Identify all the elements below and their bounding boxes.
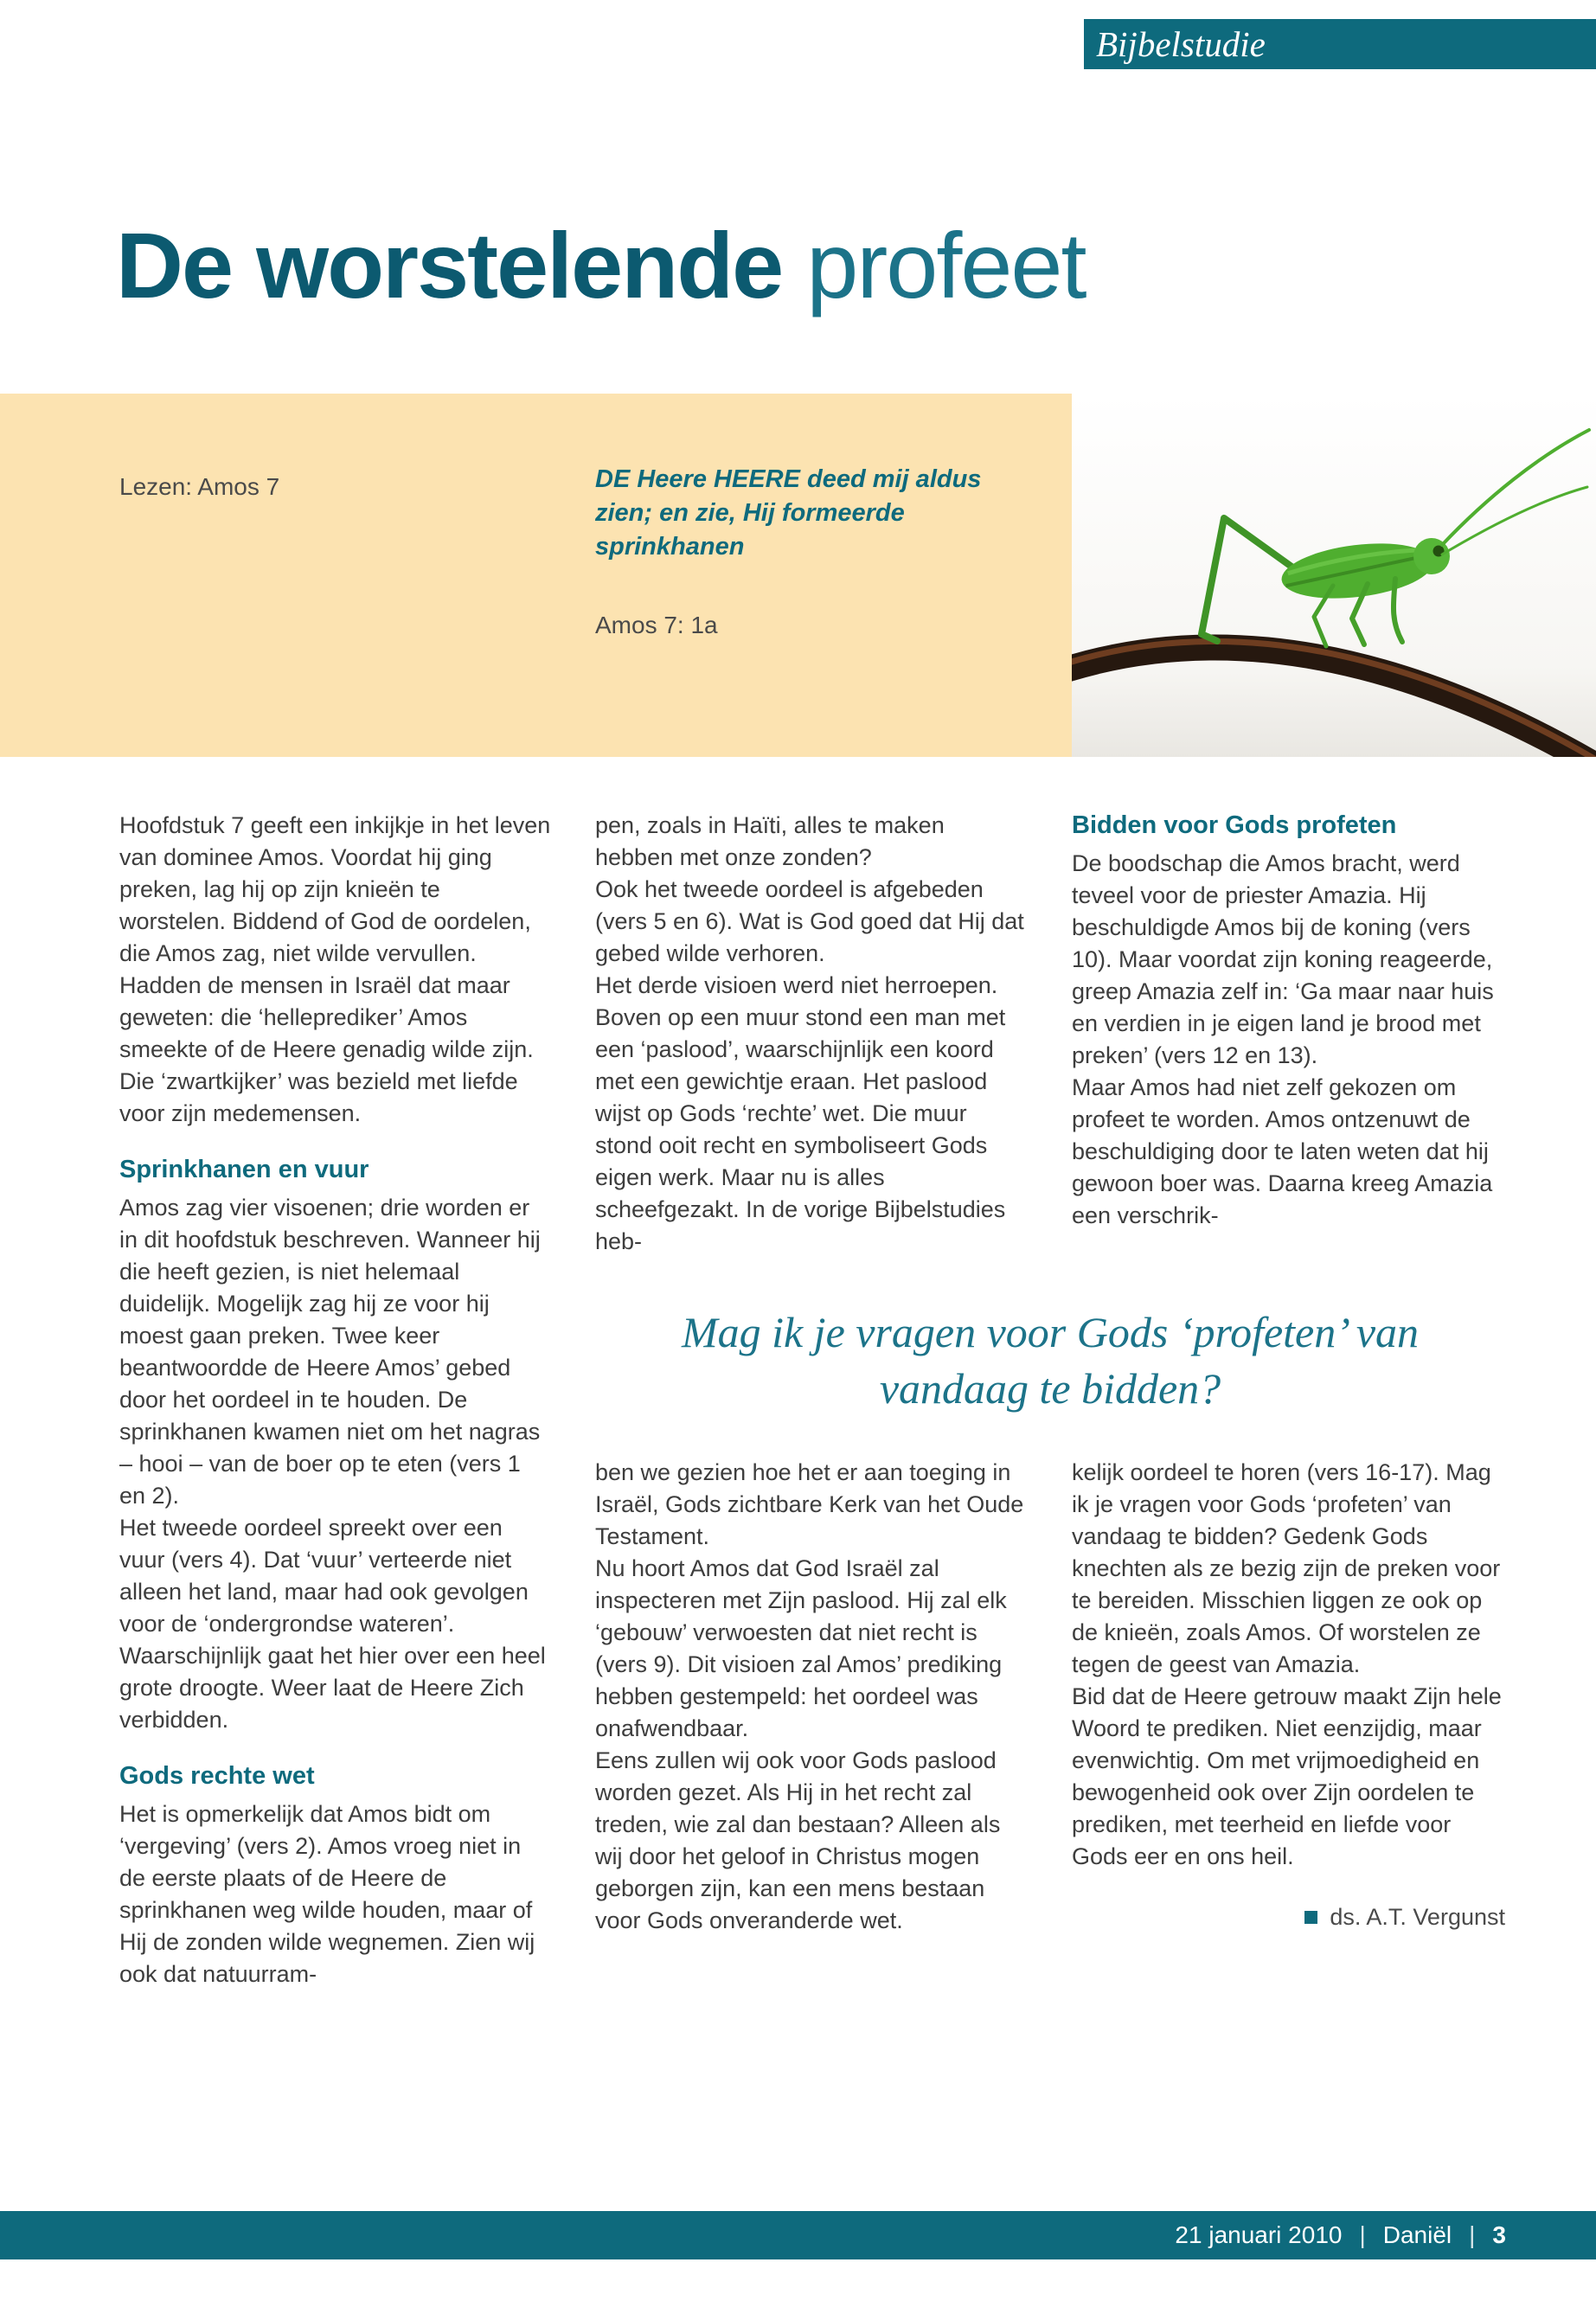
columns-2-3-top	[595, 810, 1505, 1258]
paragraph-col3-bottom-2: Bid dat de Heere getrouw maakt Zijn hele Woord te prediken. Niet eenzijdig, maar evenwichtig. Om met vrijmoedigheid en bewogenheid ook over Zijn oordelen te prediken, met teerheid en liefde voor Gods eer en ons heil.	[1072, 1683, 1502, 1869]
section-heading-bidden-voor-gods-profeten: Bidden voor Gods profeten	[1072, 811, 1397, 839]
category-banner-label: Bijbelstudie	[1096, 24, 1266, 64]
column-3-bottom	[1072, 1457, 1505, 1937]
paragraph-col2-top-1: pen, zoals in Haïti, alles te maken hebben met onze zonden?	[595, 812, 945, 870]
paragraph-col2-top-3: Het derde visioen werd niet herroepen. Boven op een muur stond een man met een ‘paslood’, waarschijnlijk een koord met een gewichtje eraan. Het paslood wijst op Gods ‘rechte’ wet. Die muur stond ooit recht en symboliseert Gods eigen werk. Maar nu is alles scheefgezakt. In de vorige Bijbelstudies heb-	[595, 972, 1006, 1254]
author-signature	[1072, 1904, 1505, 1931]
section-heading-gods-rechte-wet: Gods rechte wet	[119, 1762, 315, 1790]
footer-date: 21 januari 2010	[1175, 2221, 1343, 2248]
footer-separator: |	[1469, 2221, 1476, 2248]
page-footer	[0, 2211, 1596, 2259]
page-title-bold: De worstelende	[116, 213, 783, 317]
category-banner	[1084, 19, 1596, 69]
author-name: ds. A.T. Vergunst	[1330, 1904, 1505, 1930]
column-3-top	[1072, 810, 1505, 1258]
footer-separator: |	[1359, 2221, 1366, 2248]
paragraph-col2-bottom-1: ben we gezien hoe het er aan toeging in Israël, Gods zichtbare Kerk van het Oude Testament.	[595, 1459, 1024, 1549]
page-title-light: profeet	[806, 213, 1086, 317]
scripture-quote: DE Heere HEERE deed mij aldus zien; en zie, Hij formeerde sprinkhanen	[595, 465, 982, 561]
paragraph-intro: Hoofdstuk 7 geeft een inkijkje in het leven van dominee Amos. Voordat hij ging preken, lag hij op zijn knieën te worstelen. Biddend of God de oordelen, die Amos zag, niet wilde vervullen. Hadden de mensen in Israël dat maar geweten: die ‘helleprediker’ Amos smeekte of de Heere genadig wilde zijn. Die ‘zwartkijker’ was bezield met liefde voor zijn medemensen.	[119, 812, 551, 1126]
paragraph-col3-bottom-1: kelijk oordeel te horen (vers 16-17). Mag ik je vragen voor Gods ‘profeten’ van vandaag te bidden? Gedenk Gods knechten als ze bezig zijn de preken voor te bereiden. Misschien liggen ze ook op de knieën, zoals Amos. Of worstelen ze tegen de geest van Amazia.	[1072, 1459, 1501, 1677]
columns-2-3-bottom	[595, 1457, 1505, 1937]
column-1	[119, 810, 552, 1990]
grasshopper-photo	[1072, 394, 1596, 757]
intro-band	[0, 394, 1596, 757]
paragraph-col3-top-1: De boodschap die Amos bracht, werd teveel voor de priester Amazia. Hij beschuldigde Amos bij de koning (vers 10). Maar voordat zijn koning reageerde, greep Amazia zelf in: ‘Ga maar naar huis en verdien in je eigen land je brood met preken’ (vers 12 en 13).	[1072, 850, 1494, 1068]
paragraph-sprinkhanen-2: Het tweede oordeel spreekt over een vuur (vers 4). Dat ‘vuur’ verteerde niet alleen het land, maar had ook gevolgen voor de ‘ondergrondse wateren’. Waarschijnlijk gaat het hier over een heel grote droogte. Weer laat de Heere Zich verbidden.	[119, 1515, 546, 1733]
footer-page-number: 3	[1492, 2221, 1506, 2248]
paragraph-gods-rechte-wet: Het is opmerkelijk dat Amos bidt om ‘vergeving’ (vers 2). Amos vroeg niet in de eerste plaats of de Heere de sprinkhanen weg wilde houden, maar of Hij de zonden wilde wegnemen. Zien wij ook dat natuurram-	[119, 1801, 535, 1987]
footer-magazine-name: Daniël	[1382, 2221, 1452, 2248]
pull-quote: Mag ik je vragen voor Gods ‘profeten’ van vandaag te bidden?	[681, 1308, 1420, 1413]
section-heading-sprinkhanen-en-vuur: Sprinkhanen en vuur	[119, 1156, 369, 1183]
paragraph-col2-bottom-2: Nu hoort Amos dat God Israël zal inspecteren met Zijn paslood. Hij zal elk ‘gebouw’ verwoesten dat niet recht is (vers 9). Dit visioen zal Amos’ prediking hebben gestempeld: het oordeel was onafwendbaar.	[595, 1555, 1007, 1741]
column-2-bottom	[595, 1457, 1029, 1937]
signature-square-icon	[1304, 1911, 1317, 1924]
paragraph-col3-top-2: Maar Amos had niet zelf gekozen om profeet te worden. Amos ontzenuwt de beschuldiging door te laten weten dat hij gewoon boer was. Daarna kreeg Amazia een verschrik-	[1072, 1074, 1493, 1228]
paragraph-sprinkhanen-1: Amos zag vier visoenen; drie worden er in dit hoofdstuk beschreven. Wanneer hij die heeft gezien, is niet helemaal duidelijk. Mogelijk zag hij ze voor hij moest gaan preken. Twee keer beantwoordde de Heere Amos’ gebed door het oordeel in te houden. De sprinkhanen kwamen niet om het nagras – hooi – van de boer op te eten (vers 1 en 2).	[119, 1195, 541, 1509]
columns-2-3	[595, 810, 1505, 1990]
column-2-top	[595, 810, 1029, 1258]
paragraph-col2-top-2: Ook het tweede oordeel is afgebeden (vers 5 en 6). Wat is God goed dat Hij dat gebed wilde verhoren.	[595, 876, 1024, 966]
page-title	[116, 213, 1086, 317]
article-body	[119, 810, 1505, 1990]
reading-reference: Lezen: Amos 7	[119, 473, 280, 500]
paragraph-col2-bottom-3: Eens zullen wij ook voor Gods paslood worden gezet. Als Hij in het recht zal treden, wie zal dan bestaan? Alleen als wij door het geloof in Christus mogen geborgen zijn, kan een mens bestaan voor Gods onveranderde wet.	[595, 1747, 1001, 1933]
scripture-reference: Amos 7: 1a	[595, 612, 718, 638]
